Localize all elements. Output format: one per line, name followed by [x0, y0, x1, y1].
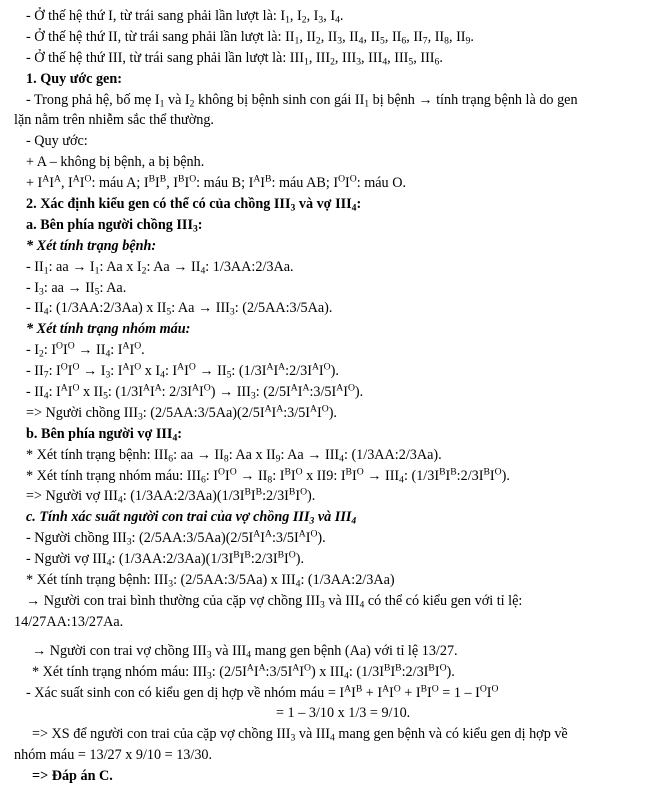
text-line: - $I_2$: $I^OI^O \to II_4$: $I^AI^O$.: [26, 340, 145, 360]
text-line: b. Bên phía người vợ $III_4$:: [26, 425, 183, 444]
text-line: - Ở thế hệ thứ III, từ trái sang phải lần lượt là: $III_1$, $III_2$, $III_3$, $III_4$, $III_5$, $III_6$.: [26, 49, 443, 68]
text-line: - Xác suất sinh con có kiểu gen dị hợp về nhóm máu = $I^AI^B + I^AI^O + I^BI^O = 1 - I^OI^O$: [26, 683, 499, 701]
text-line: - Quy ước:: [26, 133, 88, 150]
text-line: * Xét tính trạng bệnh: $III_6$: aa → $II_8$: Aa x $II_9$: $Aa \to III_4$: (1/3AA:2/3Aa).: [26, 446, 442, 465]
text-line: - Người vợ $III_4$: $(1/3AA:2/3Aa)(1/3I^BI^B:2/3I^BI^O)$.: [26, 549, 305, 569]
text-line: - Ở thế hệ thứ I, từ trái sang phải lần lượt là: $I_1$, $I_2$, $I_3$, $I_4$.: [26, 8, 344, 26]
text-line: nhóm máu = 13/27 x 9/10 = 13/30.: [14, 747, 213, 764]
text-line: - Người chồng $III_3$: $(2/5AA:3/5Aa)(2/5I^AI^A:3/5I^AI^O)$.: [26, 528, 326, 548]
text-line: a. Bên phía người chồng $III_3$:: [26, 216, 203, 235]
text-line: => XS để người con trai của cặp vợ chồng $III_3$ và $III_4$ mang gen bệnh và có kiểu gen dị hợp về: [32, 726, 568, 744]
text-line: → Người con trai bình thường của cặp vợ chồng $III_3$ và $III_4$ có thể có kiểu gen với tỉ lệ:: [26, 592, 523, 611]
text-line: => Đáp án C.: [32, 768, 113, 785]
text-line: 2. Xác định kiểu gen có thể có của chồng $III_3$ và vợ $III_4$:: [26, 196, 362, 214]
paragraph-gap: [14, 633, 654, 641]
text-line: - Trong phả hệ, bố mẹ $I_1$ và $I_2$ không bị bệnh sinh con gái $II_1$ bị bệnh → tính trạng bệnh là do gen: [26, 91, 578, 109]
text-line: - $II_7$: $I^OI^O \to I_3$: $I^AI^O$ x $I_4$: $I^AI^O \to II_5$: $(1/3I^AI^A:2/3I^AI^O)$.: [26, 361, 339, 381]
text-line: - $II_4$: $I^AI^O$ x $II_5$: ($1/3I^AI^A$: $2/3I^AI^O) \to III_3$: $(2/5I^AI^A:3/5I^AI^O)$.: [26, 382, 364, 402]
text-line: - Ở thế hệ thứ II, từ trái sang phải lần lượt là: $II_1$, $II_2$, $II_3$, $II_4$, $II_5$, $II_6$, $II_7$, $II_8$, $II_9$.: [26, 28, 474, 47]
text-line: - $I_3$: aa → $II_5$: Aa.: [26, 279, 127, 297]
text-line: * Xét tính trạng nhóm máu: $III_6$: $I^OI^O \to II_8$: $I^BI^O$ x II9: $I^BI^O \to III_4$: $(1/3I^BI^B:2/3I^BI^O)$.: [26, 466, 510, 485]
text-line: * Xét tính trạng nhóm máu:: [26, 321, 191, 338]
text-line: * Xét tính trạng bệnh: $III_3$: (2/5AA:3/5Aa) x $III_4$: (1/3AA:2/3Aa): [26, 572, 395, 590]
text-line: * Xét tính trạng bệnh:: [26, 237, 157, 254]
text-line: → Người con trai vợ chồng $III_3$ và $III_4$ mang gen bệnh (Aa) với tỉ lệ 13/27.: [32, 642, 458, 661]
text-line: * Xét tính trạng nhóm máu: $III_3$: $(2/5I^AI^A:3/5I^AI^O)$ x $III_4$: $(1/3I^BI^B:2/3I^BI^O)$.: [32, 662, 455, 682]
text-line: + $I^AI^A$, $I^AI^O$: máu A; $I^BI^B$, $I^BI^O$: máu B; $I^AI^B$: máu AB; $I^OI^O$: máu O.: [26, 173, 406, 192]
text-line: lặn nằm trên nhiễm sắc thể thường.: [14, 112, 214, 129]
text-line: 1. Quy ước gen:: [26, 70, 122, 87]
text-line: => Người vợ $III_4$: $(1/3AA:2/3Aa)(1/3I^BI^B:2/3I^BI^O)$.: [26, 487, 316, 506]
text-line: - $II_4$: (1/3AA:2/3Aa) x $II_5$: $Aa \to III_3$: (2/5AA:3/5Aa).: [26, 300, 333, 318]
text-line: 14/27AA:13/27Aa.: [14, 613, 124, 630]
text-line: - $II_1$: aa → $I_1$: Aa x $I_2$: $Aa \to II_4$: 1/3AA:2/3Aa.: [26, 258, 294, 277]
text-line: = 1 – 3/10 x 1/3 = 9/10.: [276, 705, 411, 722]
text-line: => Người chồng $III_3$: $(2/5AA:3/5Aa)(2/5I^AI^A:3/5I^AI^O)$.: [26, 403, 337, 423]
text-line: c. Tính xác suất người con trai của vợ chồng $III_3$ và $III_4$: [26, 509, 357, 527]
text-line: + A – không bị bệnh, a bị bệnh.: [26, 154, 205, 171]
